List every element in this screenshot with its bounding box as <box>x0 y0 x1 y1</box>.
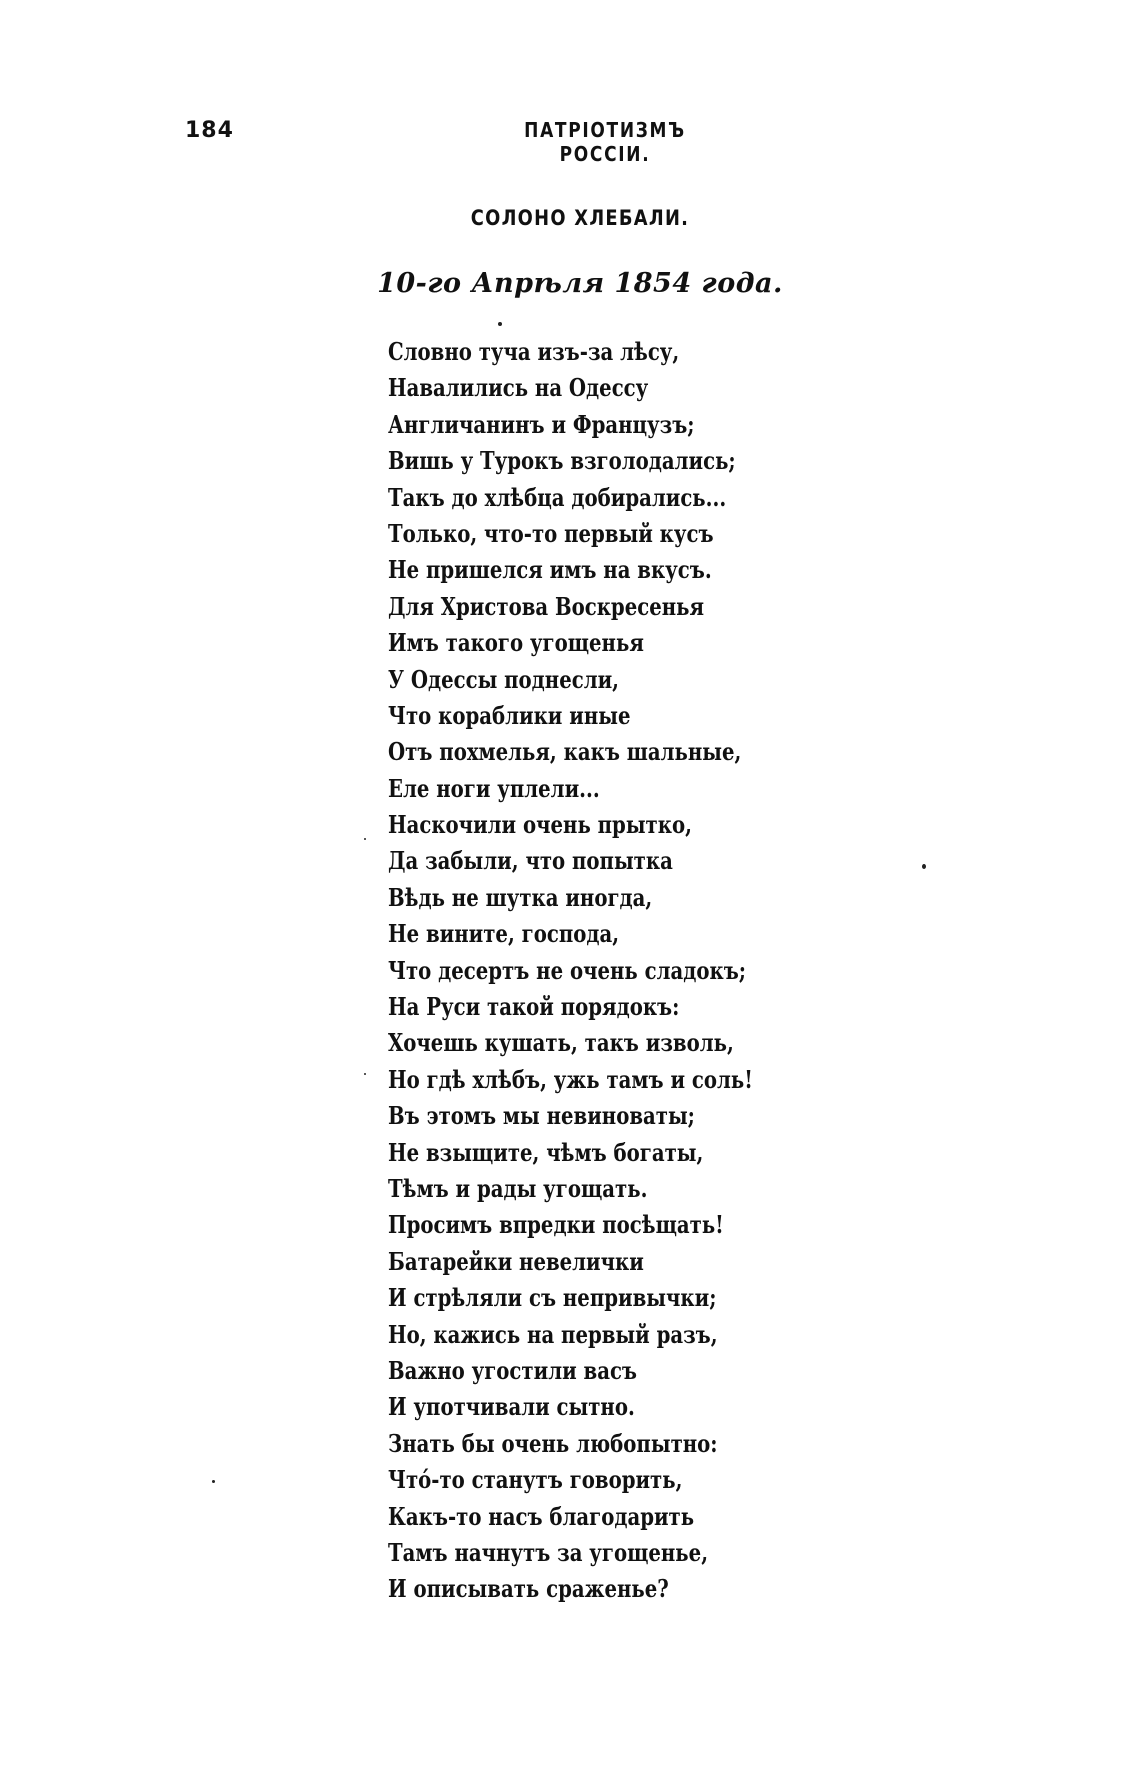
poem-line: Тамъ начнутъ за угощенье, <box>388 1537 709 1567</box>
poem-line: Отъ похмелья, какъ шальные, <box>388 737 742 767</box>
poem-line: Батарейки невелички <box>388 1246 644 1276</box>
ink-speck <box>922 864 926 869</box>
poem-line: Какъ-то насъ благодарить <box>388 1501 695 1531</box>
page-number: 184 <box>185 118 234 143</box>
poem-line: Что кораблики иные <box>388 700 631 730</box>
poem-line: На Руси такой порядокъ: <box>388 992 680 1022</box>
ink-speck <box>212 1480 215 1483</box>
poem-line: Вишь у Турокъ взголодались; <box>388 446 736 476</box>
ink-speck <box>498 322 502 326</box>
poem-line: Что десертъ не очень сладокъ; <box>388 955 747 985</box>
poem-line: И стрѣляли съ непривычки; <box>388 1283 717 1313</box>
poem-line: Вѣдь не шутка иногда, <box>388 882 653 912</box>
poem-line: Но, кажись на первый разъ, <box>388 1319 718 1349</box>
poem-body <box>388 334 833 1608</box>
poem-line: И описывать сраженье? <box>388 1574 669 1604</box>
poem-line: Наскочили очень прытко, <box>388 810 692 840</box>
poem-line: И употчивали сытно. <box>388 1392 635 1422</box>
poem-line: Имъ такого угощенья <box>388 628 644 658</box>
poem-line: Такъ до хлѣбца добирались... <box>388 482 727 512</box>
poem-line: Не вините, господа, <box>388 919 620 949</box>
poem-line: Просимъ впредки посѣщать! <box>388 1210 724 1240</box>
poem-line: Въ этомъ мы невиноваты; <box>388 1101 695 1131</box>
poem-line: Что́-то станутъ говорить, <box>388 1465 683 1495</box>
poem-line: Важно угостили васъ <box>388 1355 638 1385</box>
poem-line: Не взыщите, чѣмъ богаты, <box>388 1137 704 1167</box>
poem-date: 10-го Апрѣля 1854 года. <box>377 268 783 299</box>
poem-line: Для Христова Воскресенья <box>388 591 705 621</box>
poem-line: Словно туча изъ-за лѣсу, <box>388 337 680 366</box>
poem-line: Хочешь кушать, такъ изволь, <box>388 1028 734 1058</box>
poem-line: Тѣмъ и рады угощать. <box>388 1173 648 1203</box>
poem-line: Не пришелся имъ на вкусъ. <box>388 555 712 585</box>
poem-line: У Одессы поднесли, <box>388 664 620 694</box>
running-head: ПАТРІОТИЗМЪ РОССІИ. <box>524 118 686 166</box>
poem-line: Навалились на Одессу <box>388 373 649 403</box>
poem-line: Еле ноги уплели... <box>388 773 600 803</box>
poem-title: СОЛОНО ХЛЕБАЛИ. <box>470 206 690 230</box>
poem-line: Да забыли, что попытка <box>388 846 673 876</box>
poem-line: Только, что-то первый кусъ <box>388 518 714 548</box>
poem-line: Но гдѣ хлѣбъ, ужь тамъ и соль! <box>388 1064 753 1094</box>
poem-line: Знать бы очень любопытно: <box>388 1428 718 1458</box>
poem-line: Англичанинъ и Французъ; <box>388 409 695 439</box>
ink-speck <box>364 838 366 840</box>
ink-speck <box>364 1073 366 1075</box>
